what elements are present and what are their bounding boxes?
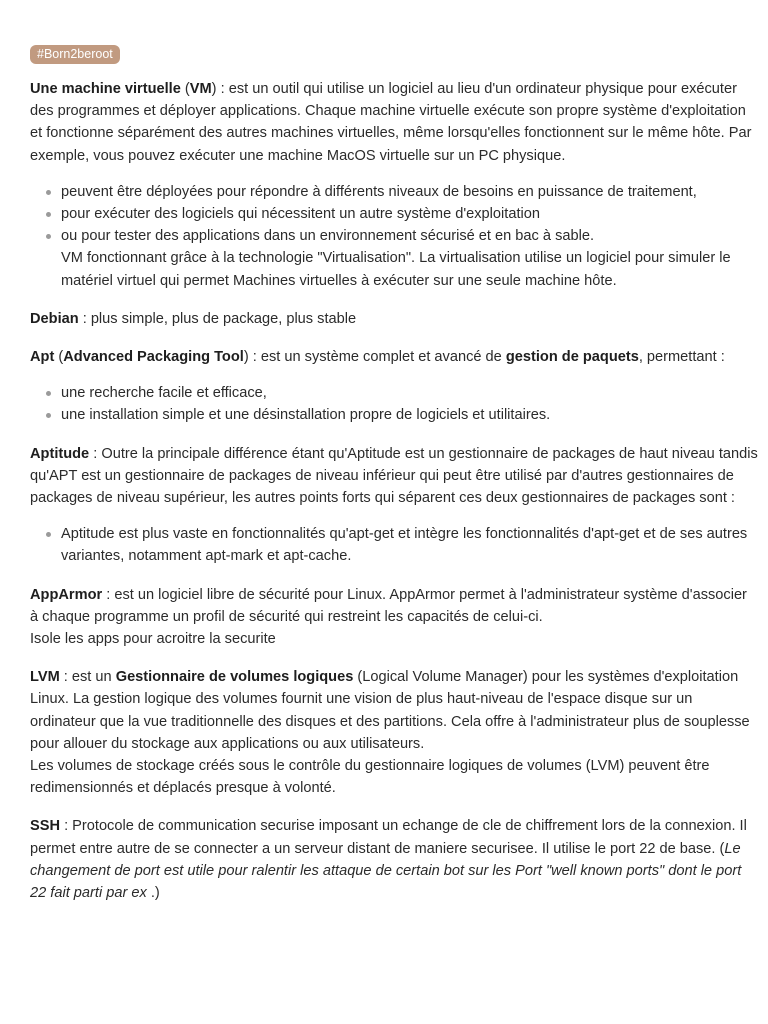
vm-bullet-list — [30, 181, 758, 292]
list-item-text: ou pour tester des applications dans un environnement sécurisé et en bac à sable. — [61, 228, 595, 245]
apt-strong: gestion de paquets — [505, 349, 639, 366]
aptitude-paragraph — [30, 443, 758, 510]
list-item — [61, 225, 758, 292]
debian-paragraph — [30, 308, 758, 330]
lvm-text: (Logical Volume Manager) pour les systèmes d'exploitation Linux. La gestion logique des volumes fournit une vision de plus haut-niveau de l'espace disque sur un ordinateur que la vue traditionnelle des disques et des partitions. Cela offre à l'administrateur plus de souplesse pour allouer du stockage aux applications ou aux utilisateurs. — [30, 669, 750, 752]
vm-note: VM fonctionnant grâce à la technologie "Virtualisation". La virtualisation utilise un logiciel pour simuler le matériel virtuel qui permet Machines virtuelles à exécuter sur une seule machine hôte. — [61, 250, 731, 289]
debian-term: Debian — [30, 310, 79, 327]
tag-badge[interactable]: #Born2beroot — [30, 45, 120, 64]
vm-paragraph: Une machine virtuelle (VM) : est un outil qui utilise un logiciel au lieu d'un ordinateur physique pour exécuter des programmes et déployer applications. Chaque machine virtuelle exécute son propre système d'exploitation et fonctionne séparément des autres machines virtuelles, même lorsqu'elles fonctionnent sur le même hôte. Par exemple, vous pouvez exécuter une machine MacOS virtuelle sur un PC physique. — [30, 81, 752, 164]
debian-text: : plus simple, plus de package, plus stable — [78, 310, 357, 327]
vm-term: Une machine virtuelle — [30, 81, 181, 97]
ssh-paragraph — [30, 815, 758, 904]
lvm-term: LVM — [30, 669, 60, 686]
vm-abbr: VM — [189, 81, 212, 97]
aptitude-term: Aptitude — [30, 445, 90, 462]
apt-text: ) : est un système complet et avancé de — [243, 349, 506, 366]
apparmor-text: : est un logiciel libre de sécurité pour Linux. AppArmor permet à l'administrateur système d'associer à chaque programme un profil de sécurité qui restreint les capacités de celui-ci. — [30, 586, 747, 625]
ssh-text: : Protocole de communication securise imposant un echange de cle de chiffrement lors de la connexion. Il permet entre autre de se connecter a un serveur distant de maniere securisee. Il utilise le port 22 de base. ( — [30, 818, 747, 857]
aptitude-text: : Outre la principale différence étant qu'Aptitude est un gestionnaire de packages de haut niveau tandis qu'APT est un gestionnaire de packages de niveau inférieur qui peut être utilisé par d'autres gestionnaires de packages de niveau supérieur, les autres points forts qui séparent ces deux gestionnaires de packages sont : — [30, 445, 758, 507]
lvm-strong: Gestionnaire de volumes logiques — [115, 669, 354, 686]
list-item: Aptitude est plus vaste en fonctionnalités qu'apt-get et intègre les fonctionnalités d'apt-get et de ses autres variantes, notamment apt-mark et apt-cache. — [61, 523, 758, 567]
apt-full-name: Advanced Packaging Tool — [63, 349, 244, 366]
apparmor-paragraph — [30, 584, 758, 651]
aptitude-bullet-list — [30, 523, 758, 567]
apt-bullet-list — [30, 382, 758, 426]
list-item: pour exécuter des logiciels qui nécessitent un autre système d'exploitation — [61, 203, 758, 225]
list-item: une installation simple et une désinstallation propre de logiciels et utilitaires. — [61, 404, 758, 426]
apt-term: Apt — [30, 349, 55, 366]
lvm-pre: : est un — [59, 669, 116, 686]
ssh-end: .) — [146, 885, 160, 902]
ssh-term: SSH — [30, 818, 61, 835]
list-item: peuvent être déployées pour répondre à différents niveaux de besoins en puissance de traitement, — [61, 181, 758, 203]
ssh-italic-note: Le changement de port est utile pour ralentir les attaque de certain bot sur les Port "well known ports" dont le port 22 fait parti par ex — [30, 840, 742, 902]
apparmor-note: Isole les apps pour acroitre la securite — [30, 631, 276, 648]
apt-end: , permettant : — [638, 349, 725, 366]
apt-paragraph: Apt (Advanced Packaging Tool) : est un système complet et avancé de gestion de paquets, permettant : — [30, 349, 725, 366]
vm-text: : est un outil qui utilise un logiciel au lieu d'un ordinateur physique pour exécuter des programmes et déployer applications. Chaque machine virtuelle exécute son propre système d'exploitation et fonctionne séparément des autres machines virtuelles, même lorsqu'elles fonctionnent sur le même hôte. Par exemple, vous pouvez exécuter une machine MacOS virtuelle sur un PC physique. — [30, 81, 752, 164]
lvm-paragraph — [30, 666, 758, 799]
apparmor-term: AppArmor — [30, 586, 103, 603]
list-item: une recherche facile et efficace, — [61, 382, 758, 404]
lvm-note: Les volumes de stockage créés sous le contrôle du gestionnaire logiques de volumes (LVM) peuvent être redimensionnés et déplacés presque à volonté. — [30, 758, 710, 797]
